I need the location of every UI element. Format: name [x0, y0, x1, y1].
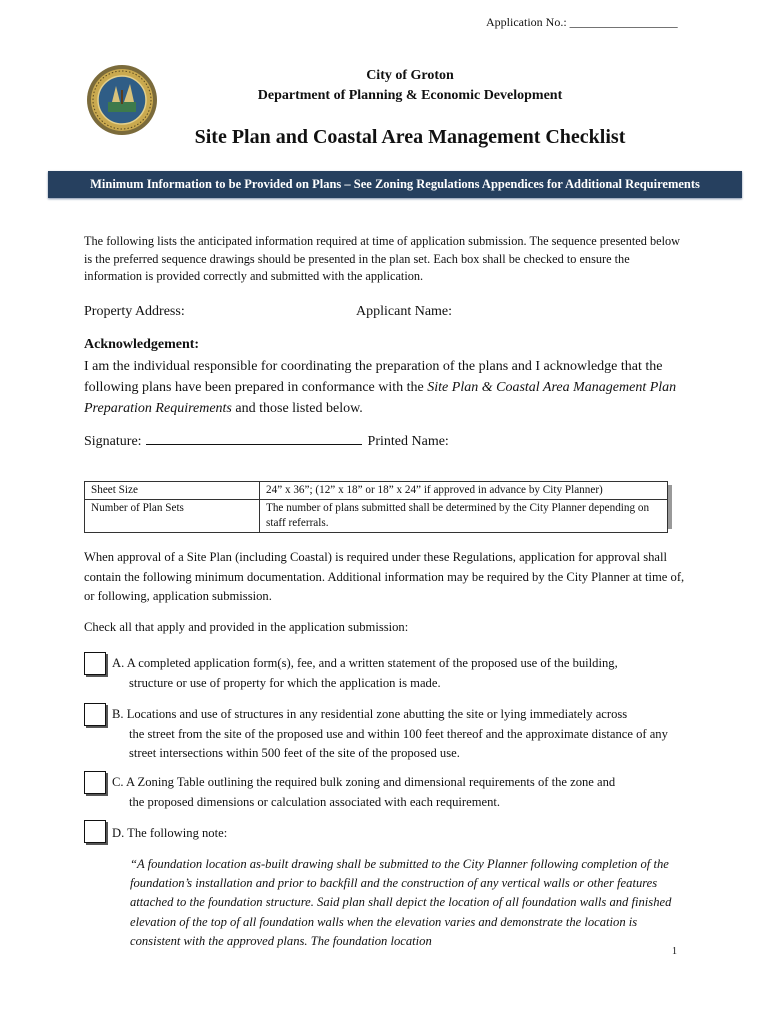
department-name: Department of Planning & Economic Development — [257, 88, 563, 103]
item-lead: B. Locations and use of structures in any residential zone abutting the site or lying immediately across — [112, 707, 628, 721]
application-number: Application No.: __________________ — [486, 15, 678, 29]
printed-name-label: Printed Name: — [367, 434, 449, 449]
page-title: Site Plan and Coastal Area Management Checklist — [194, 126, 626, 148]
acknowledgement-text — [84, 356, 684, 419]
acknowledgement-heading: Acknowledgement: — [84, 337, 200, 352]
banner-text: Minimum Information to be Provided on Plans – See Zoning Regulations Appendices for Additional Requirements — [90, 177, 700, 191]
item-lead: D. The following note: — [112, 826, 228, 840]
spec-value: 24” x 36”; (12” x 18” or 18” x 24” if approved in advance by City Planner) — [260, 482, 668, 500]
ack-text-start: I am the individual responsible for coordinating the preparation of the plans and I acknowledge that the following plans have been prepared in conformance with the — [84, 359, 663, 395]
intro-paragraph: The following lists the anticipated information required at time of application submission. The sequence presented below is the preferred sequence drawings should be presented in the plan set. Each box shall be checked to ensure the information is provided correctly and submitted with the application. — [84, 234, 681, 283]
check-instructions: Check all that apply and provided in the application submission: — [84, 620, 409, 634]
checkbox-a[interactable] — [84, 652, 106, 675]
requirements-banner — [48, 171, 742, 198]
plan-spec-table — [84, 481, 668, 533]
checkbox-b[interactable] — [84, 703, 106, 726]
item-continuation: structure or use of property for which the application is made. — [129, 675, 441, 690]
checkbox-d[interactable] — [84, 820, 106, 843]
ack-text-end: and those listed below. — [231, 401, 363, 416]
checkbox-c[interactable] — [84, 771, 106, 794]
table-row — [85, 482, 668, 500]
checklist-item-b — [112, 705, 696, 764]
spec-value: The number of plans submitted shall be determined by the City Planner depending on staff referrals. — [260, 500, 668, 533]
letterhead — [0, 66, 770, 106]
city-name: City of Groton — [366, 68, 454, 83]
item-continuation: the street from the site of the proposed use and within 100 feet thereof and the approximate distance of any street intersections within 500 feet of the site of the proposed use. — [129, 726, 668, 760]
foundation-note-quote: “A foundation location as-built drawing shall be submitted to the City Planner following completion of the foundation’s installation and prior to backfill and the construction of any vertical walls or other features attached to the foundation structure. Said plan shall depict the location of all foundation walls and finished elevation of the top of all foundation walls when the elevation varies and demonstrate the location is consistent with the approved plans. The foundation location — [130, 857, 672, 948]
applicant-name-label: Applicant Name: — [356, 304, 453, 319]
property-address-label: Property Address: — [84, 304, 185, 319]
item-continuation: the proposed dimensions or calculation associated with each requirement. — [129, 794, 501, 809]
ack-text-italic: Site Plan & Coastal Area Management Plan Preparation Requirements — [84, 380, 677, 416]
signature-row — [84, 432, 449, 450]
checklist-item-c — [112, 773, 696, 812]
item-lead: A. A completed application form(s), fee, and a written statement of the proposed use of the building, — [112, 656, 618, 670]
table-row — [85, 500, 668, 533]
spec-key: Number of Plan Sets — [85, 500, 260, 533]
signature-line[interactable] — [146, 432, 362, 445]
checklist-item-d — [112, 824, 696, 844]
approval-paragraph: When approval of a Site Plan (including Coastal) is required under these Regulations, application for approval shall contain the following minimum documentation. Additional information may be required by the City Planner at time of, or following, application submission. — [84, 550, 685, 603]
item-lead: C. A Zoning Table outlining the required bulk zoning and dimensional requirements of the zone and — [112, 775, 616, 789]
spec-key: Sheet Size — [85, 482, 260, 500]
page-number: 1 — [672, 946, 677, 957]
signature-label: Signature: — [84, 434, 142, 449]
checklist-item-a — [112, 654, 696, 693]
